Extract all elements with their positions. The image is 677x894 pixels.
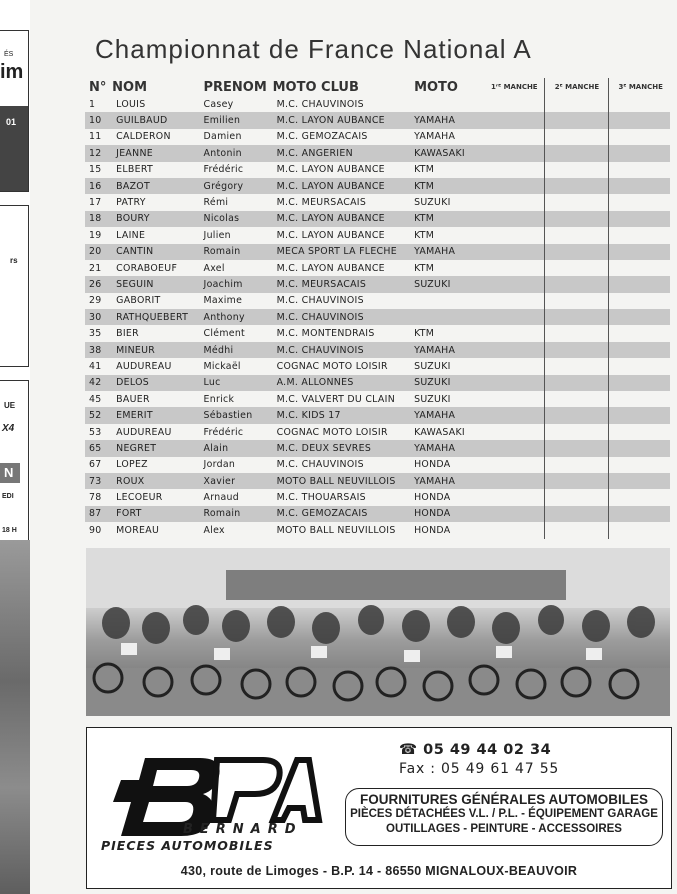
rider-bike: YAMAHA bbox=[398, 407, 471, 423]
manche-3-cell bbox=[608, 407, 670, 423]
rider-first-name: Médhi bbox=[198, 342, 273, 358]
rider-last-name: CANTIN bbox=[112, 244, 197, 260]
rider-first-name: Luc bbox=[198, 375, 273, 391]
rider-number: 11 bbox=[89, 131, 102, 143]
rider-club: COGNAC MOTO LOISIR bbox=[276, 426, 388, 438]
table-row bbox=[85, 244, 670, 260]
rider-first-name: Frédéric bbox=[203, 164, 244, 176]
left-margin-text: X4 bbox=[2, 423, 15, 434]
col-club-header: MOTO CLUB bbox=[272, 79, 359, 95]
rider-last-name: MINEUR bbox=[112, 342, 197, 358]
rider-bike: YAMAHA bbox=[398, 244, 471, 260]
table-row bbox=[85, 145, 670, 161]
manche-2-cell bbox=[544, 260, 608, 276]
rider-club: A.M. ALLONNES bbox=[273, 375, 398, 391]
rider-first-name: Axel bbox=[203, 262, 225, 274]
manche-1-cell bbox=[471, 391, 544, 407]
rider-first-name: Romain bbox=[198, 506, 273, 522]
manche-2-cell bbox=[544, 440, 608, 456]
rider-first-name: Alex bbox=[203, 524, 225, 536]
manche-2-cell bbox=[544, 96, 608, 112]
manche-3-cell bbox=[608, 211, 670, 227]
manche-2-cell bbox=[544, 145, 608, 161]
rider-last-name: LOPEZ bbox=[116, 459, 148, 471]
manche-1-cell bbox=[471, 178, 544, 194]
rider-club: M.C. ANGERIEN bbox=[273, 145, 398, 161]
manche-3-cell bbox=[608, 129, 670, 145]
manche-2-cell bbox=[544, 522, 608, 538]
manche-1-cell bbox=[471, 457, 544, 473]
rider-bike: KAWASAKI bbox=[414, 426, 465, 438]
manche-1-cell bbox=[471, 375, 544, 391]
table-row bbox=[85, 293, 670, 309]
manche-1-cell bbox=[471, 293, 544, 309]
manche-2-cell bbox=[544, 391, 608, 407]
page-title: Championnat de France National A bbox=[95, 34, 532, 64]
manche-1-cell bbox=[471, 276, 544, 292]
rider-first-name: Jordan bbox=[203, 459, 236, 471]
left-margin-photo bbox=[0, 540, 30, 894]
manche-3-cell bbox=[608, 342, 670, 358]
rider-club: M.C. GEMOZACAIS bbox=[276, 131, 368, 143]
table-row bbox=[85, 309, 670, 325]
table-row bbox=[85, 391, 670, 407]
col-nom-header: NOM bbox=[112, 79, 148, 95]
rider-club: MOTO BALL NEUVILLOIS bbox=[273, 473, 398, 489]
rider-last-name: LOUIS bbox=[116, 98, 146, 110]
left-margin-text: EDI bbox=[2, 493, 14, 500]
rider-bike: YAMAHA bbox=[398, 342, 471, 358]
manche-3-cell bbox=[608, 489, 670, 505]
rider-last-name: BAUER bbox=[116, 393, 150, 405]
rider-number: 65 bbox=[85, 440, 112, 456]
rider-bike: YAMAHA bbox=[398, 112, 471, 128]
rider-number: 87 bbox=[85, 506, 112, 522]
brand-name-bernard: BERNARD bbox=[183, 822, 303, 837]
manche-2-cell bbox=[544, 473, 608, 489]
manche-3-cell bbox=[608, 162, 670, 178]
rider-club: M.C. MEURSACAIS bbox=[273, 276, 398, 292]
left-margin-text: N bbox=[4, 465, 14, 480]
left-margin-text: im bbox=[0, 61, 24, 83]
phone-number: ☎ 05 49 44 02 34 bbox=[399, 742, 552, 758]
manche-2-cell bbox=[544, 194, 608, 210]
manche-1-cell bbox=[471, 260, 544, 276]
col-moto-header: MOTO bbox=[414, 79, 458, 95]
rider-bike bbox=[398, 293, 471, 309]
rider-last-name: NEGRET bbox=[112, 440, 197, 456]
rider-number: 35 bbox=[89, 328, 102, 340]
manche-1-cell bbox=[471, 342, 544, 358]
left-margin-text: 18 H bbox=[2, 527, 17, 534]
address-line: 430, route de Limoges - B.P. 14 - 86550 MIGNALOUX-BEAUVOIR bbox=[180, 864, 578, 878]
manche-3-cell bbox=[608, 227, 670, 243]
rider-number: 38 bbox=[85, 342, 112, 358]
manche-1-cell bbox=[471, 407, 544, 423]
table-row bbox=[85, 129, 670, 145]
rider-first-name: Clément bbox=[203, 328, 246, 340]
rider-first-name: Romain bbox=[198, 244, 273, 260]
manche-2-cell bbox=[544, 506, 608, 522]
rider-bike: KTM bbox=[414, 229, 435, 241]
rider-bike: SUZUKI bbox=[414, 360, 451, 372]
table-row bbox=[85, 162, 670, 178]
rider-bike: HONDA bbox=[398, 506, 471, 522]
rider-bike: KTM bbox=[414, 328, 435, 340]
riders-photo-drawing bbox=[86, 548, 670, 716]
manche-3-cell bbox=[608, 309, 670, 325]
manche-2-cell bbox=[544, 129, 608, 145]
riders-group-photo bbox=[86, 548, 670, 716]
manche-1-cell bbox=[471, 244, 544, 260]
rider-number: 45 bbox=[89, 393, 102, 405]
rider-number: 90 bbox=[89, 524, 102, 536]
rider-bike: YAMAHA bbox=[414, 131, 456, 143]
rider-first-name: Joachim bbox=[198, 276, 273, 292]
rider-club: M.C. LAYON AUBANCE bbox=[273, 211, 398, 227]
manche-1-cell bbox=[471, 194, 544, 210]
rider-number: 21 bbox=[89, 262, 102, 274]
rider-number: 17 bbox=[89, 197, 102, 209]
manche-1-cell bbox=[471, 358, 544, 374]
rider-last-name: BOURY bbox=[112, 211, 197, 227]
rider-bike bbox=[398, 309, 471, 325]
manche-2-cell bbox=[544, 211, 608, 227]
manche-2-cell bbox=[544, 342, 608, 358]
table-row bbox=[85, 358, 670, 374]
services-line-1: FOURNITURES GÉNÉRALES AUTOMOBILES bbox=[359, 792, 648, 807]
manche-3-cell bbox=[608, 440, 670, 456]
manche-1-cell bbox=[471, 473, 544, 489]
rider-first-name: Arnaud bbox=[203, 492, 239, 504]
manche-2-cell bbox=[544, 375, 608, 391]
table-row bbox=[85, 506, 670, 522]
manche-1-cell bbox=[471, 424, 544, 440]
manche-3-cell bbox=[608, 457, 670, 473]
rider-bike: SUZUKI bbox=[398, 375, 471, 391]
manche-1-cell bbox=[471, 129, 544, 145]
rider-club: M.C. CHAUVINOIS bbox=[273, 342, 398, 358]
left-margin-text: UE bbox=[4, 401, 16, 410]
rider-last-name: BAZOT bbox=[112, 178, 197, 194]
rider-last-name: JEANNE bbox=[112, 145, 197, 161]
rider-last-name: LAINE bbox=[116, 229, 146, 241]
left-margin-ad-3 bbox=[0, 380, 29, 542]
rider-last-name: FORT bbox=[112, 506, 197, 522]
table-row bbox=[85, 96, 670, 112]
rider-number: 78 bbox=[89, 492, 102, 504]
manche-3-cell bbox=[608, 375, 670, 391]
rider-club: M.C. CHAUVINOIS bbox=[276, 459, 364, 471]
manche-3-cell bbox=[608, 96, 670, 112]
table-row bbox=[85, 407, 670, 423]
table-row bbox=[85, 424, 670, 440]
rider-number: 29 bbox=[89, 295, 102, 307]
services-box bbox=[345, 788, 663, 846]
rider-club: M.C. LAYON AUBANCE bbox=[276, 164, 385, 176]
manche-1-cell bbox=[471, 162, 544, 178]
table-row bbox=[85, 260, 670, 276]
manche-1-cell bbox=[471, 112, 544, 128]
table-body bbox=[85, 96, 670, 539]
rider-number: 1 bbox=[89, 98, 96, 110]
rider-club: M.C. GEMOZACAIS bbox=[273, 506, 398, 522]
table-row bbox=[85, 473, 670, 489]
table-row bbox=[85, 211, 670, 227]
col-prenom-header: PRENOM bbox=[203, 79, 267, 95]
rider-number: 19 bbox=[89, 229, 102, 241]
table-row bbox=[85, 227, 670, 243]
manche-3-cell bbox=[608, 506, 670, 522]
manche-2-cell bbox=[544, 178, 608, 194]
manche-3-cell bbox=[608, 244, 670, 260]
rider-number: 41 bbox=[89, 360, 102, 372]
manche-1-cell bbox=[471, 440, 544, 456]
rider-number: 73 bbox=[85, 473, 112, 489]
rider-first-name: Emilien bbox=[198, 112, 273, 128]
rider-bike: KAWASAKI bbox=[398, 145, 471, 161]
col-manche3-header: 3ᴱ MANCHE bbox=[608, 78, 670, 96]
fax-number: Fax : 05 49 61 47 55 bbox=[399, 761, 560, 777]
manche-2-cell bbox=[544, 244, 608, 260]
rider-bike: KTM bbox=[414, 262, 435, 274]
rider-club: M.C. CHAUVINOIS bbox=[276, 295, 364, 307]
rider-number: 30 bbox=[85, 309, 112, 325]
rider-last-name: ELBERT bbox=[116, 164, 153, 176]
manche-2-cell bbox=[544, 162, 608, 178]
rider-number: 15 bbox=[89, 164, 102, 176]
rider-first-name: Rémi bbox=[203, 197, 229, 209]
services-line-2: PIÈCES DÉTACHÉES V.L. / P.L. - ÉQUIPEMENT GARAGE bbox=[350, 808, 658, 820]
manche-1-cell bbox=[471, 96, 544, 112]
left-margin-text: 01 bbox=[6, 117, 17, 127]
table-row bbox=[85, 522, 670, 538]
manche-1-cell bbox=[471, 145, 544, 161]
rider-number: 20 bbox=[85, 244, 112, 260]
rider-club: M.C. DEUX SEVRES bbox=[273, 440, 398, 456]
manche-3-cell bbox=[608, 358, 670, 374]
col-num-header: N° bbox=[89, 79, 107, 95]
manche-3-cell bbox=[608, 391, 670, 407]
rider-last-name: SEGUIN bbox=[112, 276, 197, 292]
rider-bike: HONDA bbox=[414, 524, 451, 536]
manche-2-cell bbox=[544, 424, 608, 440]
rider-number: 12 bbox=[85, 145, 112, 161]
rider-first-name: Mickaël bbox=[203, 360, 241, 372]
table-row bbox=[85, 342, 670, 358]
rider-number: 10 bbox=[85, 112, 112, 128]
rider-bike: HONDA bbox=[414, 459, 451, 471]
manche-3-cell bbox=[608, 276, 670, 292]
rider-number: 67 bbox=[89, 459, 102, 471]
rider-club: M.C. CHAUVINOIS bbox=[276, 98, 364, 110]
rider-club: M.C. VALVERT DU CLAIN bbox=[276, 393, 396, 405]
rider-last-name: RATHQUEBERT bbox=[112, 309, 197, 325]
table-row bbox=[85, 489, 670, 505]
rider-last-name: CALDERON bbox=[116, 131, 171, 143]
rider-last-name: AUDUREAU bbox=[116, 360, 172, 372]
manche-2-cell bbox=[544, 407, 608, 423]
rider-bike: SUZUKI bbox=[414, 393, 451, 405]
rider-club: M.C. LAYON AUBANCE bbox=[276, 229, 385, 241]
rider-last-name: EMERIT bbox=[112, 407, 197, 423]
bpa-advertisement bbox=[86, 727, 672, 889]
table-row bbox=[85, 440, 670, 456]
rider-club: MECA SPORT LA FLECHE bbox=[273, 244, 398, 260]
manche-3-cell bbox=[608, 522, 670, 538]
left-margin-text: rs bbox=[10, 256, 18, 265]
rider-last-name: CORABOEUF bbox=[116, 262, 178, 274]
manche-3-cell bbox=[608, 194, 670, 210]
manche-2-cell bbox=[544, 457, 608, 473]
rider-first-name: Anthony bbox=[198, 309, 273, 325]
table-row bbox=[85, 457, 670, 473]
manche-2-cell bbox=[544, 489, 608, 505]
rider-first-name: Julien bbox=[203, 229, 231, 241]
rider-number: 53 bbox=[89, 426, 102, 438]
manche-3-cell bbox=[608, 112, 670, 128]
rider-last-name: GABORIT bbox=[116, 295, 161, 307]
rider-first-name: Nicolas bbox=[198, 211, 273, 227]
rider-club: M.C. CHAUVINOIS bbox=[273, 309, 398, 325]
table-row bbox=[85, 276, 670, 292]
rider-club: M.C. THOUARSAIS bbox=[276, 492, 366, 504]
manche-3-cell bbox=[608, 260, 670, 276]
rider-first-name: Enrick bbox=[203, 393, 235, 405]
rider-number: 42 bbox=[85, 375, 112, 391]
left-margin-text: ÉS bbox=[4, 51, 14, 58]
rider-bike: KTM bbox=[398, 178, 471, 194]
table-header-row bbox=[85, 78, 670, 96]
rider-bike: HONDA bbox=[414, 492, 451, 504]
rider-bike: KTM bbox=[414, 164, 435, 176]
manche-2-cell bbox=[544, 358, 608, 374]
manche-3-cell bbox=[608, 473, 670, 489]
brand-tagline: PIECES AUTOMOBILES bbox=[101, 838, 274, 853]
manche-1-cell bbox=[471, 309, 544, 325]
services-line-3: OUTILLAGES - PEINTURE - ACCESSOIRES bbox=[386, 823, 622, 835]
manche-2-cell bbox=[544, 309, 608, 325]
rider-last-name: DELOS bbox=[112, 375, 197, 391]
rider-bike: KTM bbox=[398, 211, 471, 227]
rider-club: M.C. LAYON AUBANCE bbox=[276, 262, 385, 274]
manche-2-cell bbox=[544, 112, 608, 128]
rider-bike: SUZUKI bbox=[414, 197, 451, 209]
rider-club: M.C. MEURSACAIS bbox=[276, 197, 367, 209]
manche-3-cell bbox=[608, 293, 670, 309]
manche-1-cell bbox=[471, 227, 544, 243]
manche-1-cell bbox=[471, 489, 544, 505]
rider-bike: YAMAHA bbox=[398, 473, 471, 489]
manche-3-cell bbox=[608, 325, 670, 341]
rider-last-name: ROUX bbox=[112, 473, 197, 489]
rider-number: 26 bbox=[85, 276, 112, 292]
rider-bike: YAMAHA bbox=[398, 440, 471, 456]
manche-2-cell bbox=[544, 227, 608, 243]
manche-1-cell bbox=[471, 325, 544, 341]
left-margin-ad-1 bbox=[0, 30, 29, 192]
rider-club: MOTO BALL NEUVILLOIS bbox=[276, 524, 396, 536]
results-table bbox=[85, 78, 670, 539]
rider-first-name: Frédéric bbox=[203, 426, 244, 438]
left-margin-ad-2 bbox=[0, 205, 29, 367]
rider-club: M.C. LAYON AUBANCE bbox=[273, 178, 398, 194]
rider-last-name: BIER bbox=[116, 328, 139, 340]
rider-first-name: Antonin bbox=[198, 145, 273, 161]
manche-2-cell bbox=[544, 325, 608, 341]
rider-first-name: Grégory bbox=[198, 178, 273, 194]
table-row bbox=[85, 112, 670, 128]
manche-2-cell bbox=[544, 293, 608, 309]
manche-1-cell bbox=[471, 522, 544, 538]
rider-last-name: GUILBAUD bbox=[112, 112, 197, 128]
manche-3-cell bbox=[608, 178, 670, 194]
manche-3-cell bbox=[608, 424, 670, 440]
rider-club: M.C. LAYON AUBANCE bbox=[273, 112, 398, 128]
rider-number: 18 bbox=[85, 211, 112, 227]
rider-club: M.C. KIDS 17 bbox=[273, 407, 398, 423]
table-row bbox=[85, 178, 670, 194]
manche-3-cell bbox=[608, 145, 670, 161]
manche-2-cell bbox=[544, 276, 608, 292]
table-row bbox=[85, 194, 670, 210]
rider-number: 52 bbox=[85, 407, 112, 423]
col-manche1-header: 1ʳᴱ MANCHE bbox=[491, 83, 538, 91]
table-row bbox=[85, 375, 670, 391]
table-row bbox=[85, 325, 670, 341]
rider-club: M.C. MONTENDRAIS bbox=[276, 328, 375, 340]
rider-number: 16 bbox=[85, 178, 112, 194]
rider-last-name: MOREAU bbox=[116, 524, 160, 536]
manche-1-cell bbox=[471, 506, 544, 522]
rider-first-name: Maxime bbox=[203, 295, 243, 307]
rider-club: COGNAC MOTO LOISIR bbox=[276, 360, 388, 372]
rider-first-name: Xavier bbox=[198, 473, 273, 489]
rider-first-name: Damien bbox=[203, 131, 242, 143]
left-margin-strip bbox=[0, 0, 30, 894]
rider-first-name: Casey bbox=[203, 98, 234, 110]
rider-last-name: AUDUREAU bbox=[116, 426, 172, 438]
manche-1-cell bbox=[471, 211, 544, 227]
rider-first-name: Sébastien bbox=[198, 407, 273, 423]
rider-bike bbox=[398, 96, 471, 112]
rider-first-name: Alain bbox=[198, 440, 273, 456]
rider-last-name: PATRY bbox=[116, 197, 146, 209]
rider-bike: SUZUKI bbox=[398, 276, 471, 292]
col-manche2-header: 2ᴱ MANCHE bbox=[544, 78, 608, 96]
rider-last-name: LECOEUR bbox=[116, 492, 163, 504]
